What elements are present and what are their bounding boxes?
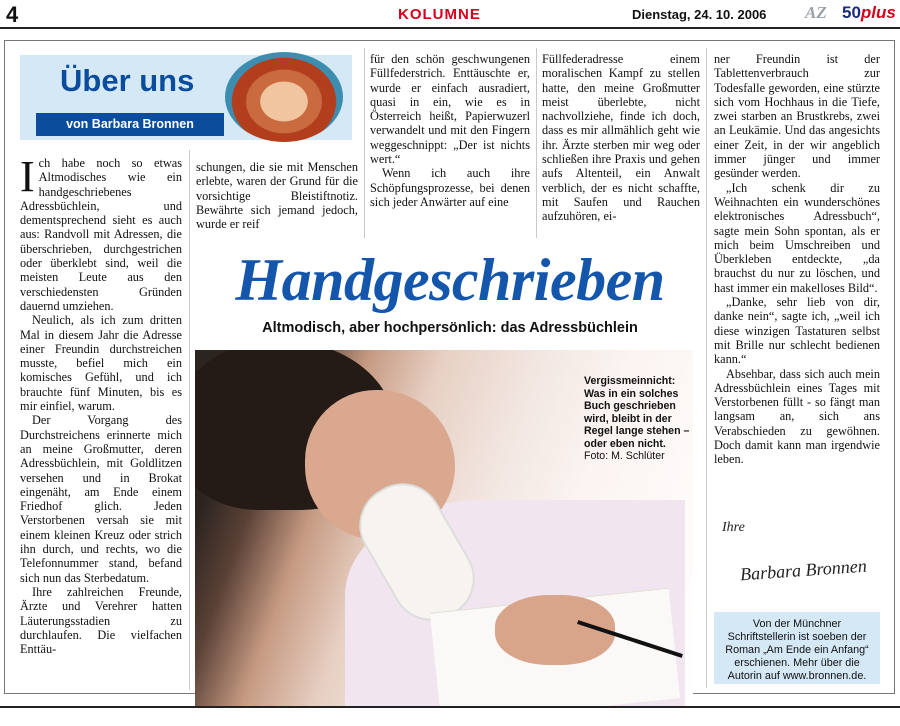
logo-50: 50 (842, 3, 861, 22)
photo-credit: Foto: M. Schlüter (584, 450, 665, 462)
subheadline: Altmodisch, aber hochpersönlich: das Adressbüchlein (262, 320, 638, 336)
issue-date: Dienstag, 24. 10. 2006 (632, 7, 767, 22)
paragraph: Absehbar, dass sich auch mein Adressbüchlein eines Tages mit Verstorbenen füllt - so fängt man langsam an, sich ans Verabschieden zu gewöhnen. Doch damit kann man irgendwie leben. (714, 366, 880, 467)
text-column-3 (370, 52, 530, 209)
header-rule (0, 27, 900, 29)
text-column-4 (542, 52, 700, 224)
text-column-1 (20, 152, 182, 657)
author-note: Von der Münchner Schriftstellerin ist soeben der Roman „Am Ende ein Anfang“ erschienen. Mehr über die Autorin auf www.bronnen.de. (714, 612, 880, 684)
logo-plus: plus (860, 3, 896, 22)
drop-cap: I (20, 152, 35, 201)
footer-rule (0, 706, 900, 708)
section-label: KOLUMNE (398, 6, 481, 23)
text-column-2 (196, 160, 358, 231)
paragraph: „Ich schenk dir zu Weihnachten ein wunderschönes elektronisches Adressbuch“, sagte mein Sohn spontan, als er mich beim Umschreiben und Überkleben entdeckte, „da brauchst du nur zu löschen, und hast immer ein makelloses Bild“. (714, 180, 880, 295)
column-divider (189, 150, 190, 690)
text-column-5 (714, 52, 880, 467)
paragraph: Wenn ich auch ihre Schöpfungsprozesse, bei denen sich jeder Anwärter auf eine (370, 166, 530, 209)
headline: Handgeschrieben (235, 247, 665, 313)
paragraph: „Danke, sehr lieb von dir, danke nein“, sagte ich, „weil ich diese winzigen Tastaturen selbst mit Brille nur schlecht bedienen kann.“ (714, 295, 880, 367)
paragraph: ner Freundin ist der Tablettenverbrauch zur Todesfalle geworden, eine stürzte sich vom Hochhaus in die Tiefe, zwei starben an Brustkrebs, zwei an Leukämie. Und das angesichts einer Zeit, in der wir angeblich immer jünger und immer gesünder werden. (714, 52, 880, 181)
paragraph: Ihre zahlreichen Freunde, Ärzte und Verehrer hatten Läuterungsstadien zu durchlaufen. Die vielfachen Enttäu- (20, 584, 182, 657)
handwritten-signature: Barbara Bronnen (739, 555, 868, 585)
paragraph: schungen, die sie mit Menschen erlebte, waren der Grund für die vorsichtige Bleistiftnotiz. Bewährte sich jemand jedoch, wurde er reif (196, 160, 358, 232)
paragraph (20, 152, 182, 313)
paragraph-text: ch habe noch so etwas Altmodisches wie ein handgeschriebenes Adressbüchlein, und dementsprechend sieht es auch aus: Randvoll mit Adressen, die überschrieben, durchgestrichen oder überklebt sind, weil die meisten Leute aus den verschiedensten Gründen dauernd umziehen. (20, 156, 182, 313)
az-logo: AZ (805, 3, 827, 22)
photo-caption (584, 375, 692, 463)
50plus-logo (842, 3, 896, 23)
column-divider (536, 48, 537, 238)
paragraph: Füllfederadresse einem moralischen Kampf zu stellen hatte, den meine Großmutter meist überlebte, nicht nachvollziehe, finde ich doch, dass es mir allmählich geht wie ihr. Ärzte sterben mir weg oder schließen ihre Praxis und gehen aufs Altenteil, ein Anwalt verblich, der es nicht schaffte, mit Saufen und Rauchen aufzuhören, ei- (542, 52, 700, 224)
column-title: Über uns (60, 63, 195, 98)
page-number: 4 (6, 2, 19, 27)
column-divider (706, 48, 707, 688)
paragraph: für den schön geschwungenen Füllfederstrich. Enttäuschte er, wurde er einfach ausradiert, quasi in ein, wie es in Österreich heißt, Papierwuzerl verwandelt und mit den Fingern weggeschnippt: „Der ist nichts wert.“ (370, 52, 530, 167)
byline: von Barbara Bronnen (36, 113, 224, 136)
column-divider (364, 48, 365, 238)
signature-greeting: Ihre (722, 520, 745, 535)
paragraph: Der Vorgang des Durchstreichens erinnerte mich an meine Großmutter, deren Adressbüchlein, mit Goldlitzen versehen und in Brokat eingenäht, am Ende einem Friedhof glich. Jeden Verstorbenen versah sie mit einem kleinen Kreuz oder strich ihn durch, und rechts, wo die Telefonnummer stand, befand sich nun das Sterbedatum. (20, 413, 182, 585)
author-portrait (225, 52, 343, 142)
paragraph: Neulich, als ich zum dritten Mal in diesem Jahr die Adresse einer Freundin durchstreichen musste, befiel mich ein komisches Gefühl, und ich brauchte fünf Minuten, bis es mir einfiel, warum. (20, 313, 182, 414)
caption-text: Vergissmeinnicht: Was in ein solches Buch geschrieben wird, bleibt in der Regel lange stehen – oder eben nicht. (584, 375, 690, 450)
